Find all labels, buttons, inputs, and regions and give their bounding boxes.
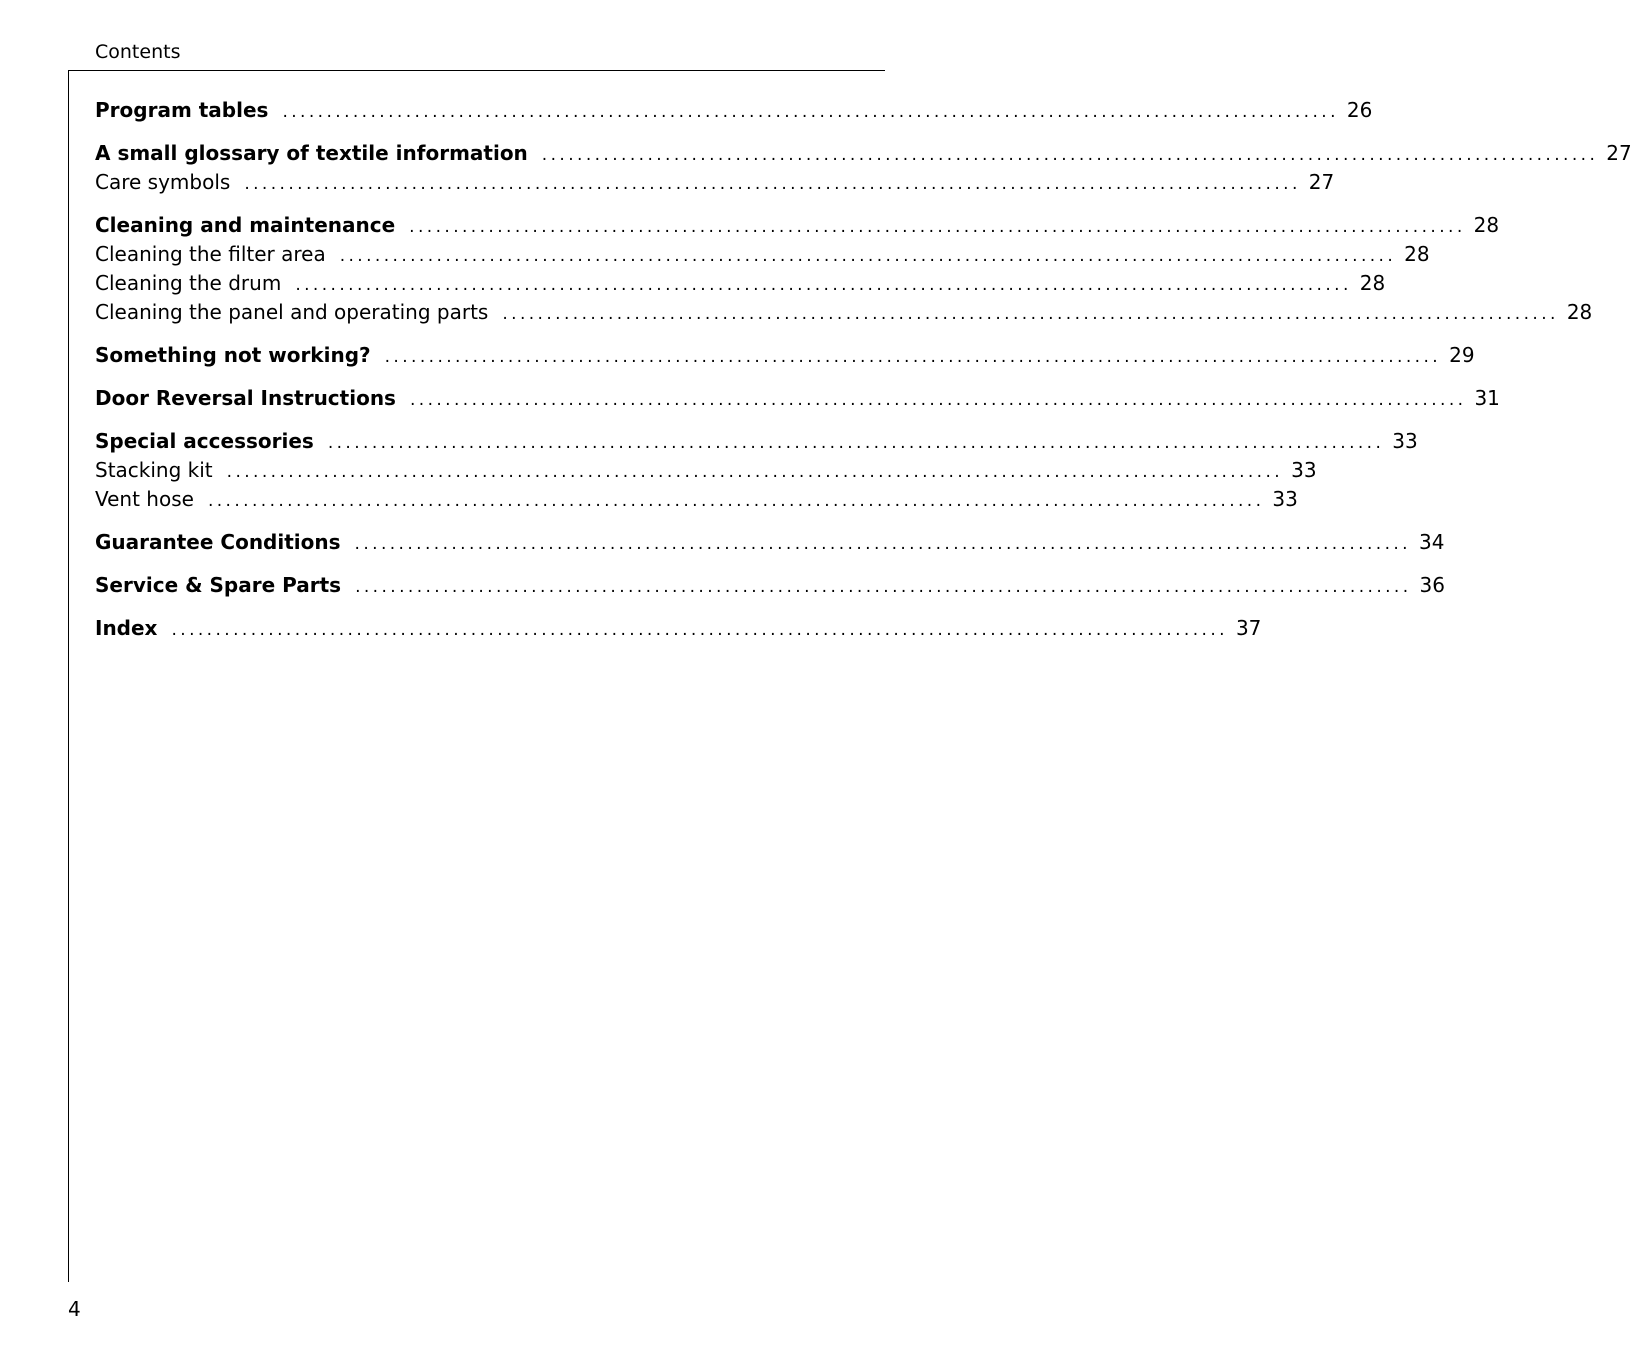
toc-entry-title: A small glossary of textile information: [95, 141, 528, 165]
toc-dot-leader: ........................................................................................................................: [355, 577, 1412, 597]
toc-dot-leader: ........................................................................................................................: [339, 246, 1397, 266]
toc-entry-title: Vent hose: [95, 487, 194, 511]
toc-entry-page: 33: [1392, 429, 1418, 453]
toc-entry-title: Special accessories: [95, 429, 314, 453]
table-of-contents: [95, 96, 1632, 657]
toc-entry-page: 34: [1419, 530, 1445, 554]
toc-section: [95, 211, 1593, 327]
toc-entry-page: 28: [1473, 213, 1500, 237]
toc-entry-sub[interactable]: [95, 269, 1386, 298]
toc-entry-main[interactable]: [95, 341, 1475, 370]
toc-entry-page: 29: [1449, 343, 1475, 367]
toc-entry-title: Care symbols: [95, 170, 231, 194]
toc-entry-title: Cleaning the panel and operating parts: [95, 300, 489, 324]
toc-entry-main[interactable]: [95, 528, 1445, 557]
toc-entry-main[interactable]: [95, 96, 1373, 125]
toc-entry-title: Door Reversal Instructions: [95, 386, 396, 410]
toc-entry-main[interactable]: [95, 139, 1632, 168]
toc-entry-title: Cleaning and maintenance: [95, 213, 396, 237]
toc-entry-title: Something not working?: [95, 343, 371, 367]
margin-rule: [68, 70, 69, 1282]
toc-dot-leader: ........................................................................................................................: [354, 534, 1411, 554]
toc-entry-page: 36: [1419, 573, 1445, 597]
toc-entry-title: Service & Spare Parts: [95, 573, 342, 597]
toc-entry-page: 37: [1235, 616, 1262, 640]
toc-dot-leader: ........................................................................................................................: [541, 145, 1599, 165]
toc-entry-main[interactable]: [95, 384, 1500, 413]
toc-dot-leader: ........................................................................................................................: [327, 433, 1385, 453]
toc-entry-sub[interactable]: [95, 456, 1317, 485]
toc-dot-leader: ........................................................................................................................: [282, 102, 1339, 122]
toc-entry-page: 28: [1566, 300, 1593, 324]
toc-dot-leader: ........................................................................................................................: [226, 462, 1284, 482]
toc-entry-title: Stacking kit: [95, 458, 213, 482]
page-number: 4: [68, 1297, 81, 1321]
toc-dot-leader: ........................................................................................................................: [207, 491, 1265, 511]
toc-entry-page: 31: [1474, 386, 1500, 410]
toc-entry-sub[interactable]: [95, 240, 1430, 269]
toc-entry-title: Program tables: [95, 98, 269, 122]
toc-dot-leader: ........................................................................................................................: [384, 347, 1442, 367]
toc-entry-main[interactable]: [95, 211, 1500, 240]
toc-entry-page: 28: [1404, 242, 1430, 266]
toc-dot-leader: ........................................................................................................................: [244, 174, 1301, 194]
toc-section: [95, 427, 1418, 514]
toc-entry-main[interactable]: [95, 571, 1445, 600]
toc-dot-leader: ........................................................................................................................: [295, 275, 1352, 295]
toc-section: [95, 614, 1262, 643]
toc-entry-title: Cleaning the drum: [95, 271, 282, 295]
toc-entry-sub[interactable]: [95, 298, 1593, 327]
toc-entry-title: Index: [95, 616, 158, 640]
toc-entry-page: 33: [1272, 487, 1298, 511]
toc-entry-main[interactable]: [95, 614, 1262, 643]
toc-section: [95, 571, 1445, 600]
toc-entry-page: 26: [1346, 98, 1373, 122]
toc-dot-leader: ........................................................................................................................: [171, 620, 1228, 640]
running-header: Contents: [95, 41, 181, 63]
toc-entry-main[interactable]: [95, 427, 1418, 456]
toc-dot-leader: ........................................................................................................................: [502, 304, 1559, 324]
toc-section: [95, 139, 1632, 197]
toc-entry-page: 27: [1606, 141, 1632, 165]
toc-entry-title: Cleaning the filter area: [95, 242, 326, 266]
toc-section: [95, 96, 1373, 125]
toc-section: [95, 341, 1475, 370]
toc-dot-leader: ........................................................................................................................: [409, 390, 1467, 410]
toc-entry-title: Guarantee Conditions: [95, 530, 341, 554]
header-rule: [68, 70, 885, 71]
toc-entry-page: 27: [1308, 170, 1335, 194]
toc-entry-sub[interactable]: [95, 168, 1335, 197]
toc-section: [95, 384, 1500, 413]
toc-entry-page: 28: [1359, 271, 1386, 295]
toc-dot-leader: ........................................................................................................................: [409, 217, 1466, 237]
toc-entry-page: 33: [1291, 458, 1317, 482]
toc-entry-sub[interactable]: [95, 485, 1298, 514]
toc-section: [95, 528, 1445, 557]
